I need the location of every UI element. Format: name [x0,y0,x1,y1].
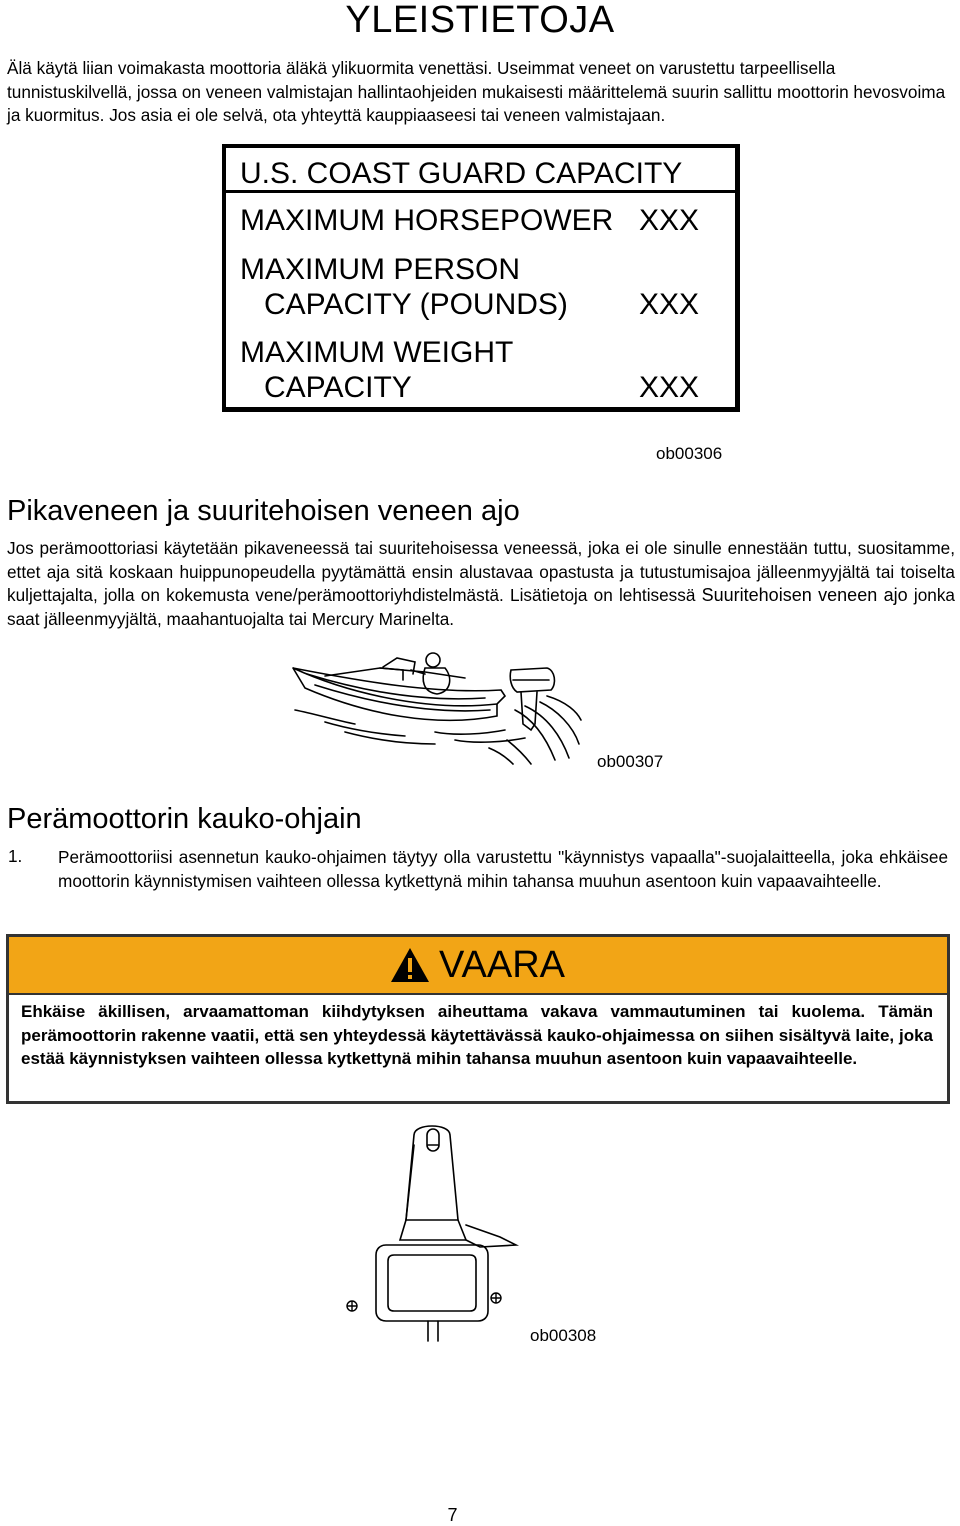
speedboat-paragraph-start: Jos perämoottoriasi käytetään pikaveneessä tai suuritehoisessa veneessä, joka ei ole sinulle ennestään tuttu, suositamme, ettet aja sitä koskaan huippunopeudella pyytämättä ensin alustavaa opastusta ja tutustumisajoa jälleenmyyjältä tai toiselta kuljettajalta, jolla on kokemusta vene/perämoottoriyhdistelmästä. Lisätietoja on lehtisessä [7,538,955,605]
list-item-text: Perämoottoriisi asennetun kauko-ohjaimen täytyy olla varustettu "käynnistys vapaalla"-suojalaitteella, joka ehkäisee moottorin käynnistymisen vaihteen ollessa kytkettynä mihin tahansa muuhun asentoon kuin vapaavaihteelle. [58,847,948,891]
booklet-title: Suuritehoisen veneen ajo [701,585,908,605]
remote-control-heading: Perämoottorin kauko-ohjain [7,803,362,835]
label-left-border [222,144,226,412]
weight-capacity-label-line2: CAPACITY [264,371,412,404]
speedboat-heading: Pikaveneen ja suuritehoisen veneen ajo [7,495,520,527]
figure-label-capacity: ob00306 [656,444,723,463]
weight-capacity-value: XXX [639,371,700,404]
list-item-number: 1. [8,846,23,866]
horsepower-label: MAXIMUM HORSEPOWER [240,204,614,237]
speedboat-paragraph [7,537,955,631]
figure-label-remote: ob00308 [530,1326,597,1345]
danger-warning-box [6,934,950,1104]
person-capacity-label-line2: CAPACITY (POUNDS) [264,288,568,321]
warning-triangle-icon [389,946,431,984]
remote-control-illustration [330,1115,530,1345]
person-capacity-value: XXX [639,288,700,321]
capacity-heading-text: U.S. COAST GUARD CAPACITY [240,157,683,190]
page-number: 7 [447,1505,458,1525]
speedboat-illustration [285,640,585,770]
speedboat-paragraph-end: jonka saat jälleenmyyjältä, maahantuojalta tai Mercury Marinelta. [7,585,955,629]
warning-text: Ehkäise äkillisen, arvaamattoman kiihdytyksen aiheuttama vakava vammautuminen tai kuolema. Tämän perämoottorin rakenne vaatii, että sen yhteydessä käytettävässä kauko-ohjaimessa on siihen sisältyvä laite, joka estää käynnistyksen vaihteen ollessa kytkettynä mihin tahansa muuhun asentoon kuin vapaavaihteelle. [21,1002,933,1068]
label-top-border [222,144,740,148]
person-capacity-label-line1: MAXIMUM PERSON [240,253,521,286]
warning-header [9,937,947,995]
page-title: YLEISTIETOJA [345,0,615,41]
horsepower-value: XXX [639,204,700,237]
weight-capacity-label-line1: MAXIMUM WEIGHT [240,336,514,369]
warning-title: VAARA [439,944,566,986]
intro-paragraph: Älä käytä liian voimakasta moottoria äläkä ylikuormita venettäsi. Useimmat veneet on varustettu tarpeellisella tunnistuskilvellä, jossa on veneen valmistajan hallintaohjeiden mukaisesti määrittelemä suurin sallittu moottorin hevosvoima ja kuormitus. Jos asia ei ole selvä, ota yhteyttä kauppiaaseesi tai veneen valmistajaan. [7,58,946,125]
figure-label-boat: ob00307 [597,752,664,771]
